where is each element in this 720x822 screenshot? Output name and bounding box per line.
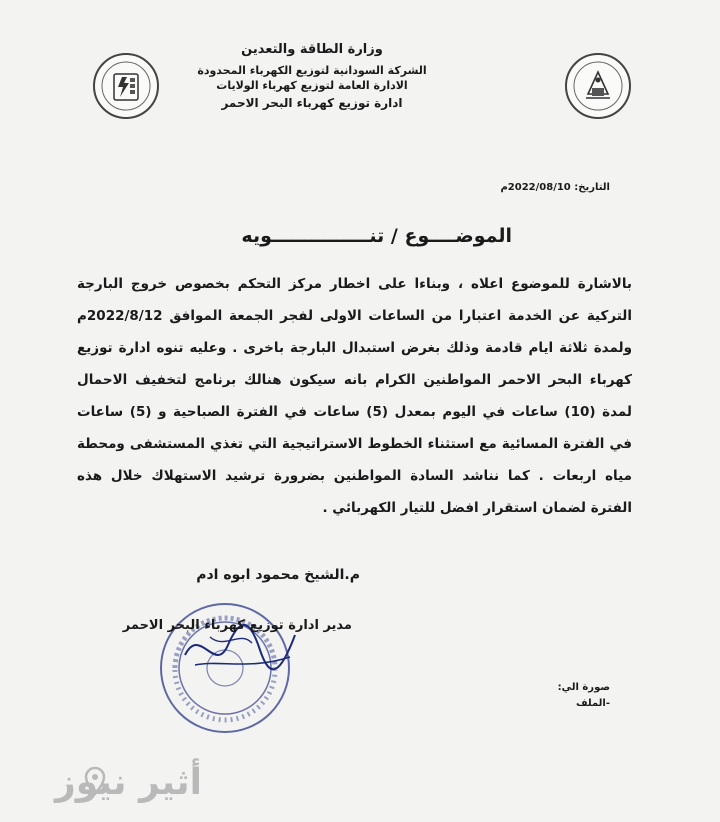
copy-to-block	[558, 680, 610, 712]
letter-date	[500, 182, 610, 193]
general-admin-name: الادارة العامة لتوزيع كهرباء الولايات	[216, 79, 408, 92]
ministry-name: وزارة الطاقة والتعدين	[241, 42, 383, 57]
department-name: ادارة توزيع كهرباء البحر الاحمر	[221, 96, 403, 110]
copy-to-item: -الملف	[575, 698, 610, 709]
signatory-title: مدير ادارة توزيع كهرباء البحر الاحمر	[122, 618, 352, 633]
watermark-text: أثير نيوز	[55, 762, 202, 803]
subject-heading: الموضــــوع / تنـــــــــــــــويه	[241, 225, 512, 247]
date-value: 2022/08/10م	[500, 182, 571, 193]
letterhead	[162, 42, 462, 110]
letter-body	[77, 268, 632, 524]
body-paragraph: بالاشارة للموضوع اعلاه ، وبناءا على اخطار مركز التحكم بخصوص خروج البارجة التركية عن الخدمة اعتبارا من الساعات الاولى لفجر الجمعة الموافق 2022/8/12م ولمدة ثلاثة ايام قادمة وذلك بغرض استبدال البارجة باخرى . وعليه تنوه ادارة توزيع كهرباء البحر الاحمر المواطنين الكرام بانه سيكون هنالك برنامج لتخفيف الاحمال لمدة (10) ساعات في اليوم بمعدل (5) ساعات في الفترة الصباحية و (5) ساعات في الفترة المسائية مع استثناء الخطوط الاستراتيجية التي تغذي المستشفى ومحطة مياه اربعات . كما نناشد السادة المواطنين بضرورة ترشيد الاستهلاك خلال هذه الفترة لضمان استقرار افضل للتيار الكهربائي .	[77, 276, 632, 516]
site-watermark	[8, 760, 208, 820]
signatory-name: م.الشيخ محمود ابوه ادم	[196, 567, 360, 583]
copy-to-label: صورة الي:	[557, 682, 610, 693]
ministry-logo	[564, 52, 632, 120]
company-name: الشركة السودانية لتوزيع الكهرباء المحدودة	[197, 64, 427, 77]
date-label: التاريخ:	[574, 182, 610, 193]
company-logo	[92, 52, 160, 120]
